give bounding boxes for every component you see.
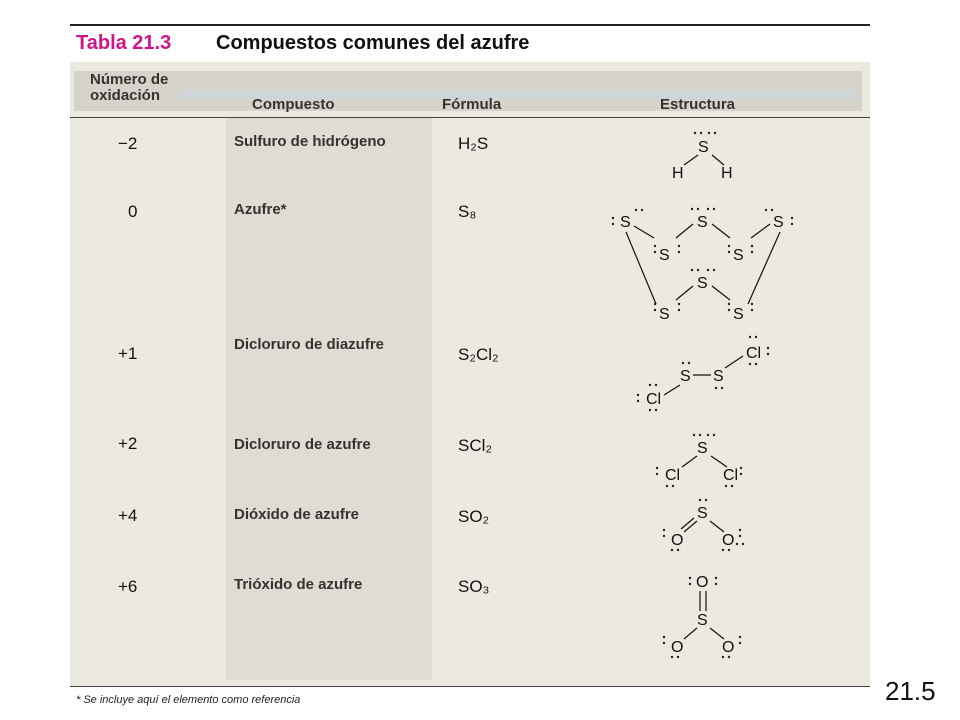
atom-o: O [671,639,684,656]
atom-s: S [713,368,724,385]
oxidation-cell: +6 [118,577,138,596]
compound-cell: Trióxido de azufre [234,576,363,593]
atom-s: S [698,139,709,156]
atom-s: S [697,275,708,292]
atom-s: S [773,214,784,231]
atom-o: O [722,639,735,656]
compound-cell: Dicloruro de diazufre [234,336,385,353]
atom-s: S [697,505,708,522]
atom-o: O [671,532,684,549]
atom-o: O [722,532,735,549]
oxidation-cell: +2 [118,434,138,453]
formula-cell: H₂S [458,134,489,153]
atom-o: O [696,574,709,591]
atom-cl: Cl [665,467,681,484]
header-structure: Estructura [660,96,736,113]
formula-cell: SO₃ [458,577,490,596]
formula-cell: S₈ [458,202,477,221]
atom-cl: Cl [746,345,762,362]
atom-h: H [672,165,684,182]
structure-scl2 [656,434,742,487]
compound-cell: Dióxido de azufre [234,506,360,523]
structure-s2cl2 [637,336,769,411]
atom-s: S [680,368,691,385]
oxidation-cell: −2 [118,134,138,153]
structure-h2s [672,132,733,182]
structure-so3 [663,574,741,658]
formula-cell: SO₂ [458,507,490,526]
oxidation-cell: +1 [118,344,138,363]
atom-s: S [733,306,744,323]
atom-s: S [697,214,708,231]
compound-cell: Azufre* [234,201,287,218]
atom-s: S [659,247,670,264]
atom-s: S [697,440,708,457]
footnote: * Se incluye aquí el elemento como referencia [76,694,301,706]
formula-cell: S₂Cl₂ [458,345,499,364]
structure-s8 [612,208,793,323]
header-oxidation-number: Número de oxidación [90,71,169,104]
slide-number: 21.5 [885,676,936,706]
header-formula: Fórmula [442,96,502,113]
atom-s: S [697,612,708,629]
compound-cell: Dicloruro de azufre [234,436,371,453]
atom-cl: Cl [646,391,662,408]
oxidation-cell: +4 [118,506,138,525]
header-compound: Compuesto [252,96,335,113]
table-title: Compuestos comunes del azufre [216,32,530,54]
formula-cell: SCl₂ [458,436,492,455]
structure-so2 [663,499,744,551]
oxidation-cell: 0 [128,202,138,221]
atom-h: H [721,165,733,182]
atom-s: S [733,247,744,264]
atom-s: S [659,306,670,323]
atom-cl: Cl [723,467,739,484]
table-number: Tabla 21.3 [76,32,172,54]
atom-s: S [620,214,631,231]
compound-cell: Sulfuro de hidrógeno [234,133,386,150]
